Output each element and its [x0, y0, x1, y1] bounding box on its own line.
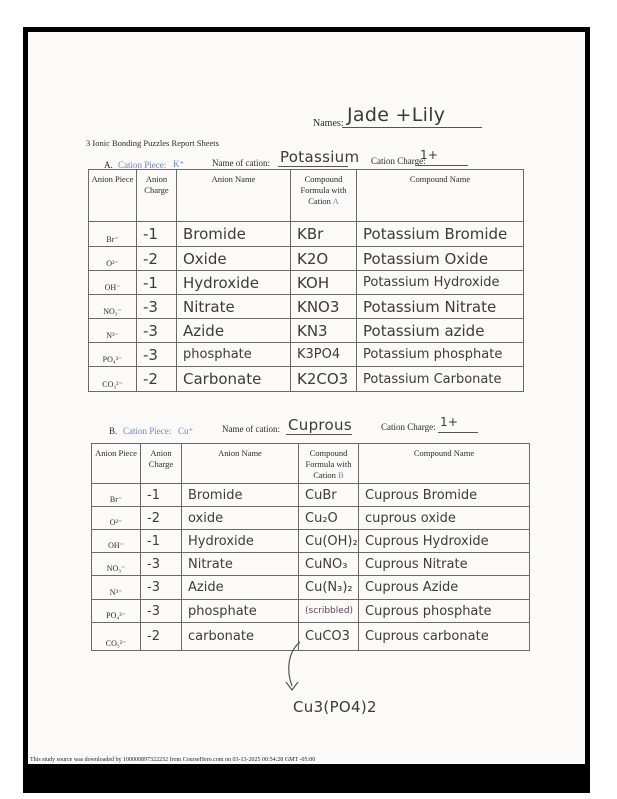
table-row	[92, 484, 530, 507]
col-anion-charge: Anion Charge	[137, 170, 177, 222]
anion-piece: CO₃²⁻	[92, 623, 141, 651]
col-compound-name: Compound Name	[357, 170, 524, 222]
compound-formula: Cu(OH)₂	[299, 530, 359, 553]
names-value: Jade +Lily	[347, 104, 446, 126]
anion-piece: N³⁻	[89, 319, 137, 343]
compound-name: Cuprous Azide	[359, 576, 530, 600]
anion-name: Azide	[182, 576, 299, 600]
col-formula-suffix: A	[332, 196, 339, 206]
anion-name: carbonate	[182, 623, 299, 651]
anion-charge: -1	[141, 484, 182, 507]
compound-name: Potassium Carbonate	[357, 367, 524, 392]
compound-formula: Cu₂O	[299, 507, 359, 530]
col-compound-name: Compound Name	[359, 444, 530, 484]
compound-name: Potassium azide	[357, 319, 524, 343]
anion-charge: -3	[137, 343, 177, 367]
compound-formula: KN3	[291, 319, 357, 343]
col-anion-piece: Anion Piece	[89, 170, 137, 222]
col-compound-formula	[291, 170, 357, 222]
table-row	[92, 507, 530, 530]
anion-piece: NO₃⁻	[92, 553, 141, 576]
col-formula-suffix: B	[338, 470, 344, 480]
compound-formula: KOH	[291, 271, 357, 295]
compound-formula: K2CO3	[291, 367, 357, 392]
section-b-name-of-cation-label: Name of cation:	[222, 424, 280, 434]
table-row	[89, 319, 524, 343]
section-a-cation-charge-value: 1+	[420, 148, 439, 162]
compound-name: Potassium Nitrate	[357, 295, 524, 319]
anion-piece: Br⁻	[89, 222, 137, 247]
anion-charge: -2	[141, 623, 182, 651]
table-row	[89, 367, 524, 392]
section-b-letter: B.	[109, 426, 118, 436]
table-b-header-row	[92, 444, 530, 484]
anion-charge: -2	[137, 367, 177, 392]
section-a-letter: A.	[104, 160, 113, 170]
compound-formula: CuNO₃	[299, 553, 359, 576]
anion-charge: -3	[137, 295, 177, 319]
names-underline	[342, 127, 482, 128]
compound-formula: Cu(N₃)₂	[299, 576, 359, 600]
compound-name: Cuprous Hydroxide	[359, 530, 530, 553]
table-row	[92, 553, 530, 576]
col-anion-name: Anion Name	[182, 444, 299, 484]
table-a-header-row	[89, 170, 524, 222]
anion-charge: -3	[141, 576, 182, 600]
section-b-name-underline	[286, 434, 352, 435]
section-b-cation-charge-value: 1+	[440, 415, 459, 429]
anion-charge: -3	[141, 600, 182, 623]
col-anion-name: Anion Name	[177, 170, 291, 222]
anion-piece: PO₄³⁻	[92, 600, 141, 623]
anion-charge: -3	[141, 553, 182, 576]
anion-piece: N³⁻	[92, 576, 141, 600]
table-row	[89, 222, 524, 247]
names-label: Names:	[313, 118, 344, 129]
compound-name: Cuprous carbonate	[359, 623, 530, 651]
correction-note: Cu3(PO4)2	[293, 698, 377, 716]
table-row	[89, 295, 524, 319]
compound-formula-scribbled: (scribbled)	[299, 600, 359, 623]
section-a-cation-piece-value: K⁺	[173, 159, 185, 169]
compound-name: Potassium Bromide	[357, 222, 524, 247]
anion-name: Bromide	[182, 484, 299, 507]
anion-piece: CO₃²⁻	[89, 367, 137, 392]
anion-piece: NO₃⁻	[89, 295, 137, 319]
anion-piece: OH⁻	[89, 271, 137, 295]
source-note: This study source was downloaded by 100000897322232 from CourseHero.com on 03-13-2025 00:54:28 GMT -05:00	[30, 757, 316, 763]
section-a-name-of-cation-label: Name of cation:	[212, 158, 270, 168]
compound-name: Cuprous Nitrate	[359, 553, 530, 576]
table-row	[92, 530, 530, 553]
table-a	[88, 169, 524, 392]
compound-formula: K3PO4	[291, 343, 357, 367]
compound-name: cuprous oxide	[359, 507, 530, 530]
anion-piece: O²⁻	[89, 247, 137, 271]
sheet-title: 3 Ionic Bonding Puzzles Report Sheets	[86, 138, 219, 148]
anion-piece: Br⁻	[92, 484, 141, 507]
anion-name: oxide	[182, 507, 299, 530]
anion-name: Carbonate	[177, 367, 291, 392]
anion-charge: -2	[141, 507, 182, 530]
anion-name: phosphate	[182, 600, 299, 623]
table-b	[91, 443, 530, 651]
col-compound-formula	[299, 444, 359, 484]
col-anion-piece: Anion Piece	[92, 444, 141, 484]
anion-piece: PO₄³⁻	[89, 343, 137, 367]
compound-formula: CuCO3	[299, 623, 359, 651]
table-row	[89, 343, 524, 367]
compound-name: Cuprous phosphate	[359, 600, 530, 623]
compound-formula: KNO3	[291, 295, 357, 319]
section-a-cation-piece-label: Cation Piece:	[118, 160, 167, 170]
table-row	[89, 247, 524, 271]
anion-charge: -1	[137, 271, 177, 295]
anion-piece: OH⁻	[92, 530, 141, 553]
table-row	[92, 576, 530, 600]
anion-charge: -2	[137, 247, 177, 271]
anion-name: Azide	[177, 319, 291, 343]
compound-name: Potassium Oxide	[357, 247, 524, 271]
anion-name: phosphate	[177, 343, 291, 367]
section-a-charge-underline	[416, 165, 468, 166]
anion-charge: -1	[141, 530, 182, 553]
section-b-cation-piece-label: Cation Piece:	[123, 426, 172, 436]
col-compound-formula-label: Compound Formula with Cation	[305, 448, 352, 480]
anion-name: Hydroxide	[182, 530, 299, 553]
anion-name: Nitrate	[177, 295, 291, 319]
anion-name: Nitrate	[182, 553, 299, 576]
anion-charge: -1	[137, 222, 177, 247]
compound-name: Potassium Hydroxide	[357, 271, 524, 295]
compound-name: Potassium phosphate	[357, 343, 524, 367]
section-b-name-of-cation-value: Cuprous	[288, 416, 352, 434]
anion-piece: O²⁻	[92, 507, 141, 530]
section-b-cation-charge-label: Cation Charge:	[381, 422, 436, 432]
section-a-name-of-cation-value: Potassium	[280, 148, 360, 166]
section-a-name-underline	[278, 166, 348, 167]
compound-formula: KBr	[291, 222, 357, 247]
correction-arrow-icon	[278, 640, 318, 700]
anion-name: Bromide	[177, 222, 291, 247]
section-b-charge-underline	[438, 432, 478, 433]
col-anion-charge: Anion Charge	[141, 444, 182, 484]
table-row	[92, 600, 530, 623]
section-b-cation-piece-value: Cu⁺	[178, 426, 194, 436]
col-compound-formula-label: Compound Formula with Cation	[300, 174, 347, 206]
compound-formula: CuBr	[299, 484, 359, 507]
table-row	[89, 271, 524, 295]
anion-name: Hydroxide	[177, 271, 291, 295]
section-a-cation-charge-label: Cation Charge:	[371, 156, 426, 166]
anion-name: Oxide	[177, 247, 291, 271]
anion-charge: -3	[137, 319, 177, 343]
compound-formula: K2O	[291, 247, 357, 271]
compound-name: Cuprous Bromide	[359, 484, 530, 507]
